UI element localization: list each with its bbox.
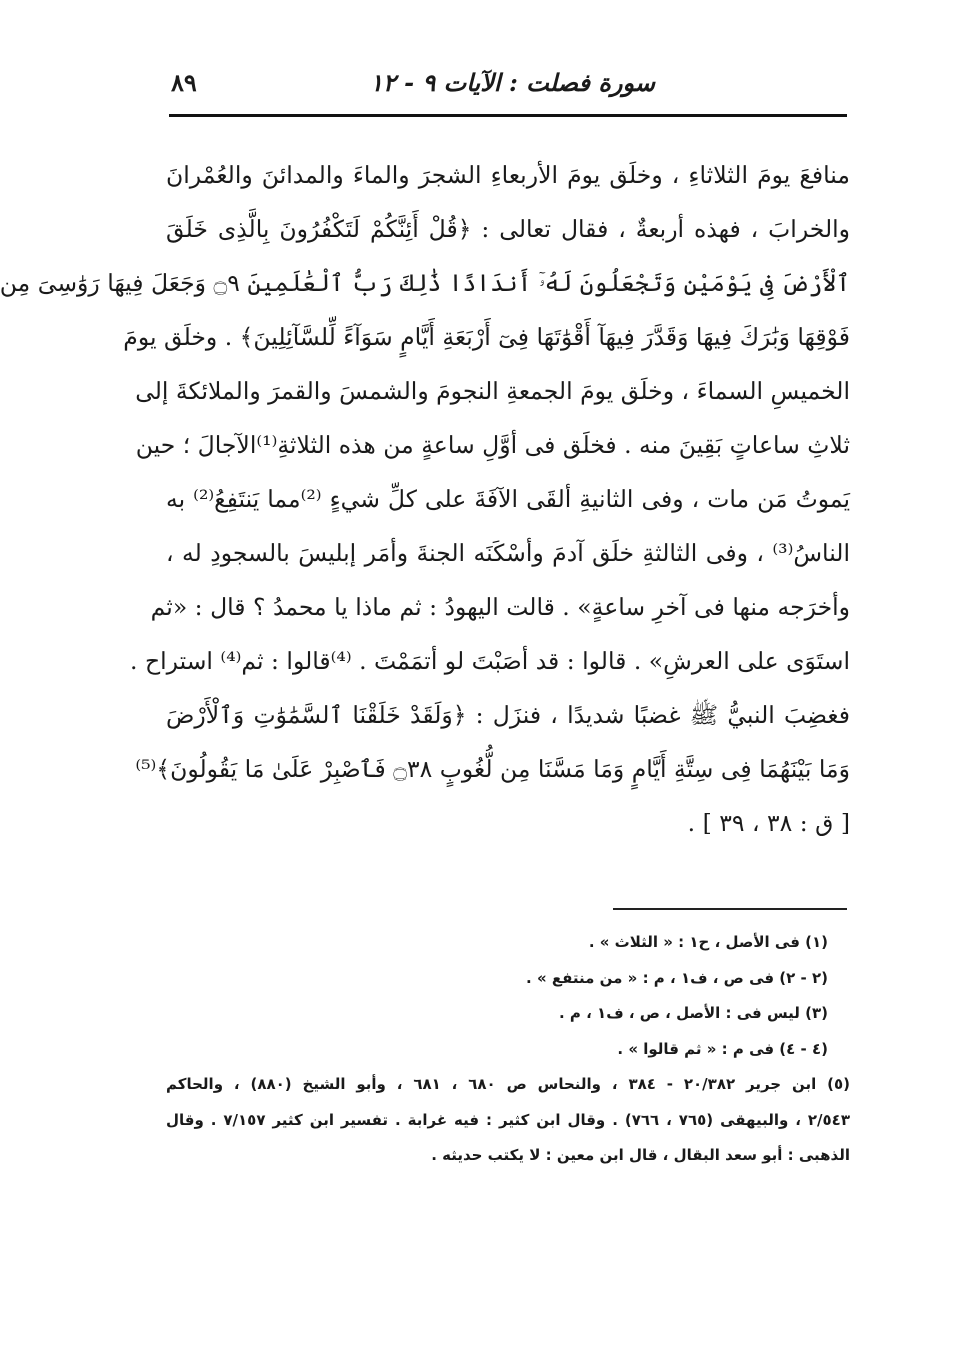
footnote-5-cont: ٢/٥٤٣ ، والبيهقى (٧٦٥ ، ٧٦٦) . وقال ابن كثير : فيه غرابة . تفسير ابن كثير ٧/١٥٧ . وقال (166, 1110, 850, 1129)
quran-reference: [ ق : ٣٨ ، ٣٩ ] . (687, 809, 850, 837)
main-text (0, 148, 851, 850)
footnote-3: (٣) ليس فى : الأصل ، ص ، ف١ ، م . (558, 1004, 828, 1022)
text-line: ٱلْأَرْضَ فِى يَوْمَيْنِ وَتَجْعَلُونَ لَهُۥٓ أَندَادًا ذَٰلِكَ رَبُّ ٱلْعَٰلَمِينَ ۝٩ وَجَعَلَ فِيهَا رَوَٰسِىَ مِن (0, 269, 850, 297)
text-line: يَموتُ مَن مات ، وفى الثانيةِ ألقَى الآفَةَ على كلِّ شيءٍ ⁽²⁾مما يَنتَفِعُ⁽²⁾ به (166, 485, 851, 513)
footnote-2: (٢ - ٢) فى ص ، ف١ ، م : « من منتفع » . (526, 968, 828, 987)
text-line: فغضِبَ النبيُّ ﷺ غضبًا شديدًا ، فنزَل : ﴿وَلَقَدْ خَلَقْنَا ٱلسَّمَٰوَٰتِ وَٱلْأَرْضَ (166, 701, 850, 729)
text-line: ثلاثِ ساعاتٍ بَقِينَ منه . فخلَق فى أوَّلِ ساعةٍ من هذه الثلاثةِ⁽¹⁾الآجالَ ؛ حين (135, 431, 850, 459)
text-line: فَوْقِهَا وَبَٰرَكَ فِيهَا وَقَدَّرَ فِيهَآ أَقْوَٰتَهَا فِىٓ أَرْبَعَةِ أَيَّامٍ سَوَآءً لِّلسَّآئِلِينَ﴾ . وخلَق يومَ (123, 323, 850, 351)
running-title: سورة فصلت : الآيات ٩ - ١٢ (369, 68, 655, 97)
footnote-5: (٥) ابن جرير ٢٠/٣٨٢ - ٣٨٤ ، والنحاس ص ٦٨٠ ، ٦٨١ ، وأبو الشيخ (٨٨٠) ، والحاكم (166, 1075, 850, 1093)
header-divider (169, 114, 847, 117)
footnote-divider (613, 908, 847, 910)
text-line: وأخرَجه منها فى آخرِ ساعةٍ» . قالت اليهودُ : ثم ماذا يا محمدُ ؟ قال : «ثم (150, 593, 850, 621)
footnote-5-end: الذهبى : أبو سعد البقال ، قال ابن معين : لا يكتب حديثه . (431, 1146, 850, 1164)
page-header (169, 64, 845, 104)
footnote-1: (١) فى الأصل ، ح١ : « الثلاث » . (588, 933, 828, 951)
footnotes (166, 925, 850, 1174)
text-line: استَوَى على العرشِ» . قالوا : قد أصَبْتَ لو أتمَمْتَ . ⁽⁴⁾قالوا : ثم⁽⁴⁾ استراح . (130, 647, 850, 675)
page-number: ٨٩ (171, 68, 197, 97)
text-line: الخميسِ السماءَ ، وخلَق يومَ الجمعةِ النجومَ والشمسَ والقمرَ والملائكةَ إلى (135, 377, 850, 405)
text-line: منافعَ يومَ الثلاثاءِ ، وخلَق يومَ الأربعاءِ الشجرَ والماءَ والمدائنَ والعُمْرانَ (166, 161, 850, 189)
text-line: الناسُ⁽³⁾ ، وفى الثالثةِ خلَق آدمَ وأسْكَنَه الجنةَ وأمَر إبليسَ بالسجودِ له ، (166, 539, 850, 567)
text-line: والخرابَ ، فهذه أربعةٌ ، فقال تعالى : ﴿قُلْ أَئِنَّكُمْ لَتَكْفُرُونَ بِالَّذِى خَلَقَ (166, 215, 850, 243)
text-line: وَمَا بَيْنَهُمَا فِى سِتَّةِ أَيَّامٍ وَمَا مَسَّنَا مِن لُّغُوبٍ ۝٣٨ فَٱصْبِرْ عَلَىٰ مَا يَقُولُونَ﴾⁽⁵⁾ (135, 755, 850, 783)
footnote-4: (٤ - ٤) فى م : « ثم قالوا » . (617, 1039, 828, 1058)
